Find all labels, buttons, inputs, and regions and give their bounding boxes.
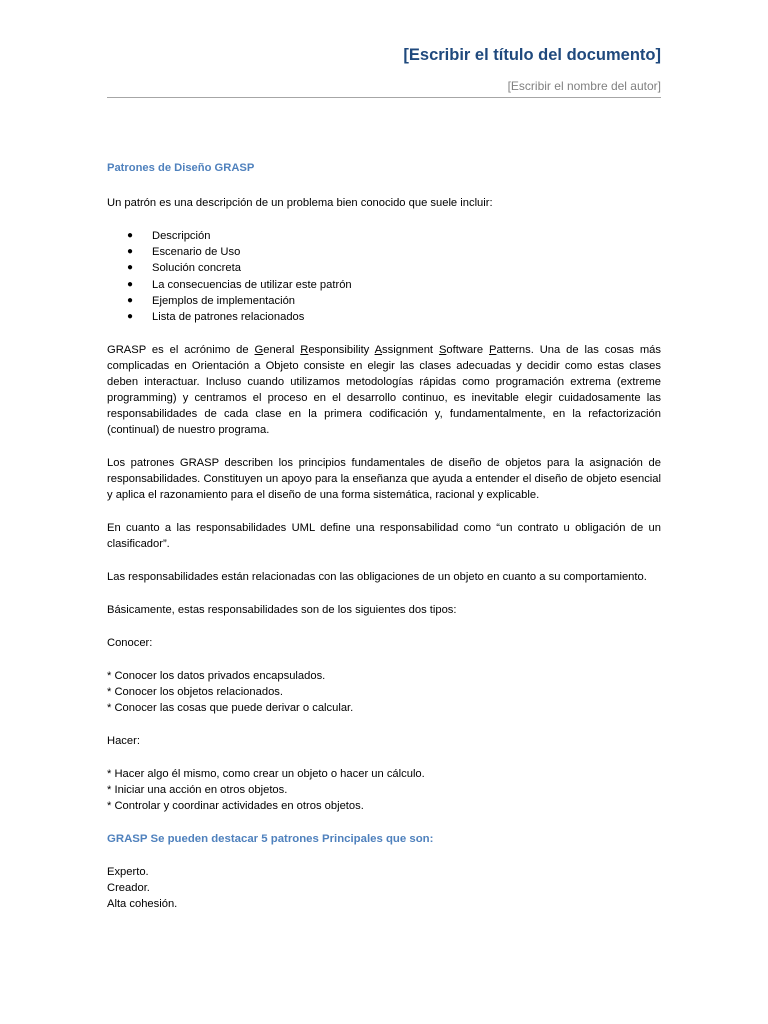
list-item: * Conocer los objetos relacionados.	[107, 686, 283, 699]
acronym-rest: eneral	[263, 344, 301, 357]
grasp-lead-text: GRASP es el acrónimo de	[107, 344, 255, 357]
list-item: Experto.	[107, 866, 149, 879]
list-item: * Iniciar una acción en otros objetos.	[107, 784, 288, 797]
acronym-initial: G	[254, 344, 264, 357]
header-divider	[107, 97, 661, 98]
list-item: Creador.	[107, 882, 150, 895]
list-item	[107, 277, 661, 293]
section-heading-grasp: Patrones de Diseño GRASP	[107, 162, 255, 174]
acronym-rest: esponsibility	[308, 344, 375, 357]
conocer-label: Conocer:	[107, 637, 153, 650]
list-item-text: Escenario de Uso	[152, 246, 241, 259]
bullet-icon: ●	[127, 294, 134, 306]
list-item	[107, 309, 661, 325]
list-item: * Hacer algo él mismo, como crear un objeto o hacer un cálculo.	[107, 768, 425, 781]
list-item-text: Solución concreta	[152, 262, 241, 275]
paragraph-principios: Los patrones GRASP describen los principios fundamentales de diseño de objetos para la asignación de responsabilidades. Constituyen un apoyo para la enseñanza que ayuda a entender el diseño de objeto esencial y aplica el razonamiento para el diseño de una forma sistemática, racional y explicable.	[107, 457, 661, 502]
list-item: * Controlar y coordinar actividades en otros objetos.	[107, 800, 364, 813]
acronym-rest: atterns	[496, 344, 531, 357]
acronym-initial: S	[438, 344, 447, 357]
intro-paragraph: Un patrón es una descripción de un problema bien conocido que suele incluir:	[107, 197, 493, 209]
list-item	[107, 228, 661, 244]
paragraph-obligaciones: Las responsabilidades están relacionadas con las obligaciones de un objeto en cuanto a su comportamiento.	[107, 571, 647, 584]
list-item: Alta cohesión.	[107, 898, 178, 911]
bullet-icon: ●	[127, 230, 134, 241]
list-item-text: Lista de patrones relacionados	[152, 310, 305, 323]
grasp-paragraph	[107, 342, 661, 438]
bullet-list	[107, 228, 661, 325]
bullet-icon: ●	[127, 246, 134, 258]
document-author[interactable]: [Escribir el nombre del autor]	[507, 79, 661, 93]
document-title[interactable]: [Escribir el título del documento]	[403, 46, 661, 64]
list-item: * Conocer los datos privados encapsulados.	[107, 670, 326, 683]
acronym-rest: ssignment	[382, 344, 439, 357]
bullet-icon: ●	[127, 262, 134, 274]
list-item	[107, 293, 661, 309]
bullet-icon: ●	[127, 310, 134, 322]
acronym-initial: P	[489, 344, 497, 357]
acronym-initial: R	[300, 344, 309, 357]
document-body	[107, 160, 661, 912]
acronym-rest: oftware	[446, 344, 490, 357]
list-item-text: La consecuencias de utilizar este patrón	[152, 278, 352, 291]
acronym-initial: A	[374, 344, 383, 357]
list-item-text: Descripción	[152, 230, 211, 242]
hacer-label: Hacer:	[107, 735, 140, 748]
paragraph-tipos: Básicamente, estas responsabilidades son de los siguientes dos tipos:	[107, 604, 457, 617]
section-heading-patrones: GRASP Se pueden destacar 5 patrones Principales que son:	[107, 833, 434, 846]
paragraph-uml: En cuanto a las responsabilidades UML define una responsabilidad como “un contrato u obligación de un clasificador”.	[107, 522, 661, 551]
list-item	[107, 260, 661, 276]
grasp-tail-text: . Una de las cosas más complicadas en Orientación a Objeto consiste en elegir las clases adecuadas y decidir como estas clases deben interactuar. Incluso cuando utilizamos metodologías rápidas como programación extrema (extreme programming) y centramos el proceso en el desarrollo continuo, es inevitable elegir cuidadosamente las responsabilidades de cada clase en la primera codificación y, fundamentalmente, en la refactorización (continual) de nuestro programa.	[107, 344, 661, 437]
bullet-icon: ●	[127, 278, 134, 290]
list-item	[107, 244, 661, 260]
list-item-text: Ejemplos de implementación	[152, 294, 296, 307]
list-item: * Conocer las cosas que puede derivar o calcular.	[107, 702, 354, 715]
